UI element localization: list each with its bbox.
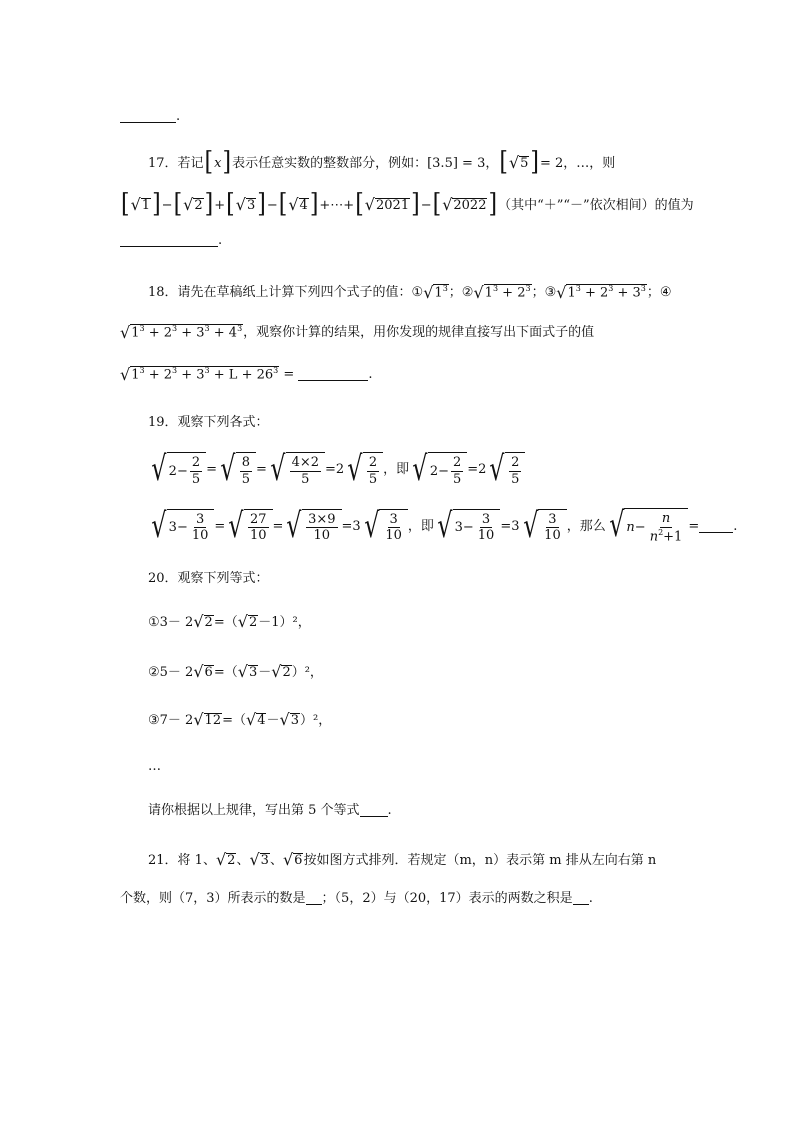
q20-title: 20．观察下列等式： <box>148 571 269 586</box>
prev-answer-line: . <box>120 110 180 123</box>
q19-eq2: √ 3− $\frac{3}{10}$ = √ $\frac{27}{10}$ = √ $\frac{3\times 9}{10}$ =3 √ $\frac{3}{10}$ ，即 √ 3− $\frac{3}{10}$ =3 √ $\frac{3}{10}$ ，那么 √ n − $\frac{n}{n^2+1}$ = . <box>151 505 738 546</box>
q20-eq1: ①3－ 2 √ 2 =（ √ 2 －1）²， <box>148 612 311 631</box>
answer-blank <box>360 804 388 817</box>
q17-line2: [ √ 1 ] − [ √ 2 ] + [ √ 3 ] − [ √ 4 ] +⋯+ [ √ 2021 ] − [ √ 2022 ] （其中“＋”“－”依次相间）的值为 <box>121 189 694 220</box>
q17-line1: 17．若记 [ x ] 表示任意实数的整数部分，例如： [3.5] = 3， [ √ 5 ] = 2，…，则 <box>148 147 616 178</box>
answer-blank <box>120 110 176 123</box>
q20-eq2: ②5－ 2 √ 6 =（ √ 3 － √ 2 ）²， <box>148 662 323 681</box>
q21-line2: 个数，则（7，3）所表示的数是 ；（5，2）与（20，17）表示的两数之积是 . <box>120 891 593 906</box>
q19-eq1: √ 2− $\frac{2}{5}$ = √ $\frac{8}{5}$ = √ $\frac{4\times 2}{5}$ =2 √ $\frac{2}{5}$ ，即 √ 2− $\frac{2}{5}$ =2 √ $\frac{2}{5}$ <box>148 452 525 487</box>
q17-line3: . <box>120 234 222 247</box>
q19-title: 19．观察下列各式： <box>148 415 269 430</box>
q18-line3: √ $1^3 + 2^3 + 3^3 + L + 26^3$ = . <box>120 364 373 384</box>
answer-blank <box>306 892 322 905</box>
q20-eq3: ③7－ 2 √ 12 =（ √ 4 － √ 3 ）²， <box>148 710 332 729</box>
q18-line2: √ $1^3 + 2^3 + 3^3 + 4^3$ ，观察你计算的结果，用你发现的规律直接写出下面式子的值 <box>120 322 595 342</box>
q20-ask: 请你根据以上规律，写出第 5 个等式 . <box>148 803 392 818</box>
q18-line1: 18．请先在草稿纸上计算下列四个式子的值： ① √ $1^3$ ； ② √ $1^3 + 2^3$ ； ③ √ $1^3 + 2^3 + 3^3$ ； ④ <box>148 282 672 302</box>
q21-line1: 21．将 1、 √ 2 、 √ 3 、 √ 6 按如图方式排列．若规定（m，n）表示第 m 排从左向右第 n <box>148 850 657 869</box>
q20-ellipsis: … <box>148 759 161 774</box>
answer-blank <box>298 368 368 381</box>
answer-blank <box>573 892 589 905</box>
answer-blank <box>120 234 218 247</box>
answer-blank <box>699 520 733 533</box>
